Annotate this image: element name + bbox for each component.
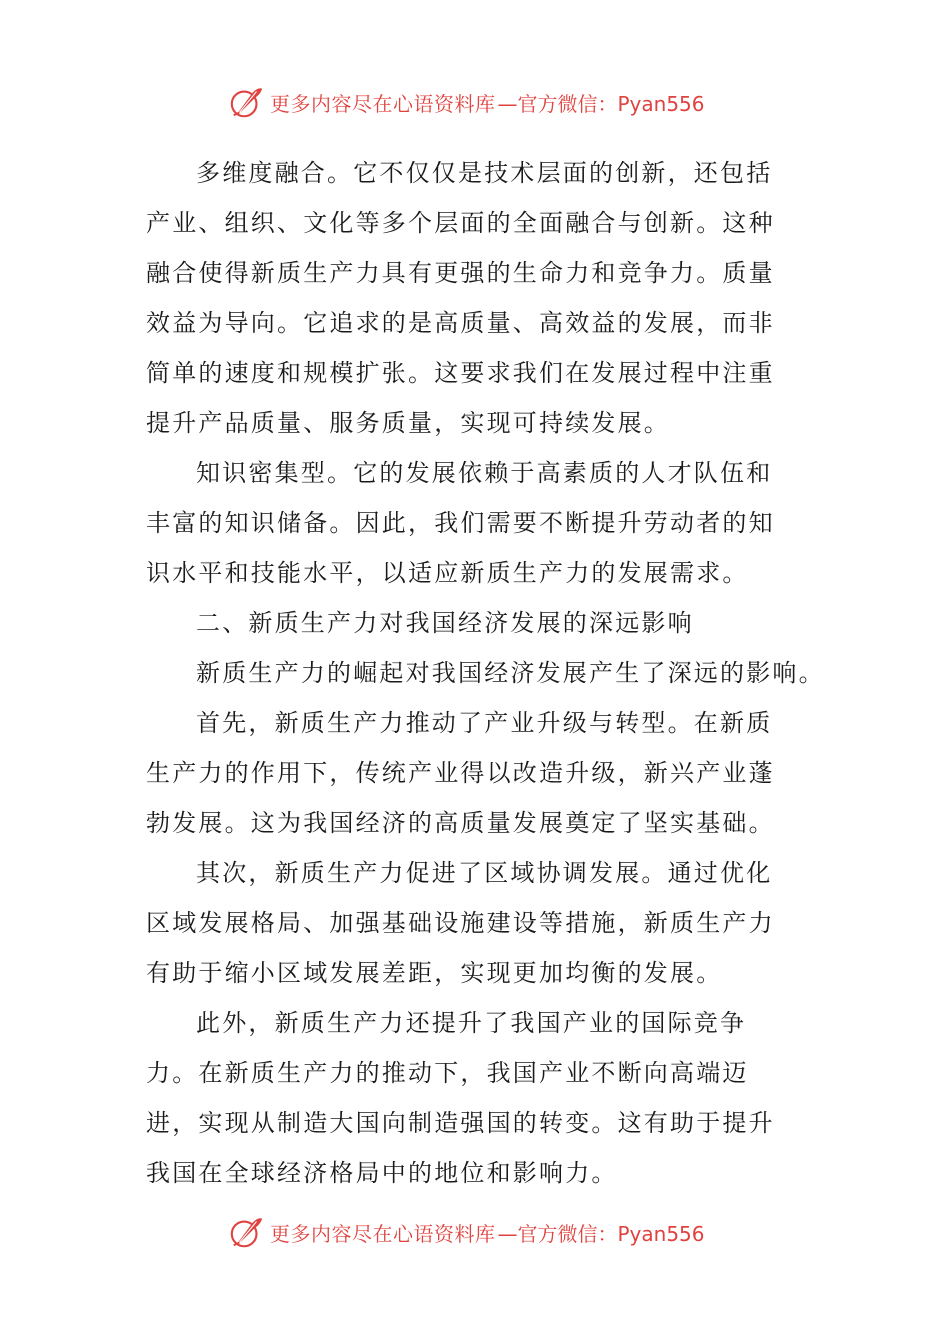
paragraph: 知识密集型。它的发展依赖于高素质的人才队伍和丰富的知识储备。因此，我们需要不断提升劳动者的知识水平和技能水平，以适应新质生产力的发展需求。 bbox=[146, 459, 775, 587]
paragraph: 多维度融合。它不仅仅是技术层面的创新，还包括产业、组织、文化等多个层面的全面融合与创新。这种融合使得新质生产力具有更强的生命力和竞争力。质量效益为导向。它追求的是高质量、高效益的发展，而非简单的速度和规模扩张。这要求我们在发展过程中注重提升产品质量、服务质量，实现可持续发展。 bbox=[146, 159, 775, 437]
quill-pen-logo-icon bbox=[228, 1213, 266, 1251]
section-heading: 二、新质生产力对我国经济发展的深远影响 bbox=[196, 609, 694, 637]
quill-pen-logo-icon bbox=[228, 83, 266, 121]
wechat-contact: —官方微信：Pyan556 bbox=[497, 1221, 705, 1246]
footer-banner bbox=[228, 1212, 705, 1252]
paragraph: 其次，新质生产力促进了区域协调发展。通过优化区域发展格局、加强基础设施建设等措施，新质生产力有助于缩小区域发展差距，实现更加均衡的发展。 bbox=[146, 859, 775, 987]
brand-name: 更多内容尽在心语资料库 bbox=[270, 1221, 496, 1246]
document-body bbox=[146, 148, 825, 1198]
paragraph: 此外，新质生产力还提升了我国产业的国际竞争力。在新质生产力的推动下，我国产业不断向高端迈进，实现从制造大国向制造强国的转变。这有助于提升我国在全球经济格局中的地位和影响力。 bbox=[146, 1009, 775, 1187]
paragraph: 首先，新质生产力推动了产业升级与转型。在新质生产力的作用下，传统产业得以改造升级，新兴产业蓬勃发展。这为我国经济的高质量发展奠定了坚实基础。 bbox=[146, 709, 775, 837]
paragraph: 新质生产力的崛起对我国经济发展产生了深远的影响。 bbox=[196, 659, 825, 687]
brand-name: 更多内容尽在心语资料库 bbox=[270, 91, 496, 116]
header-banner bbox=[228, 82, 705, 122]
wechat-contact: —官方微信：Pyan556 bbox=[497, 91, 705, 116]
